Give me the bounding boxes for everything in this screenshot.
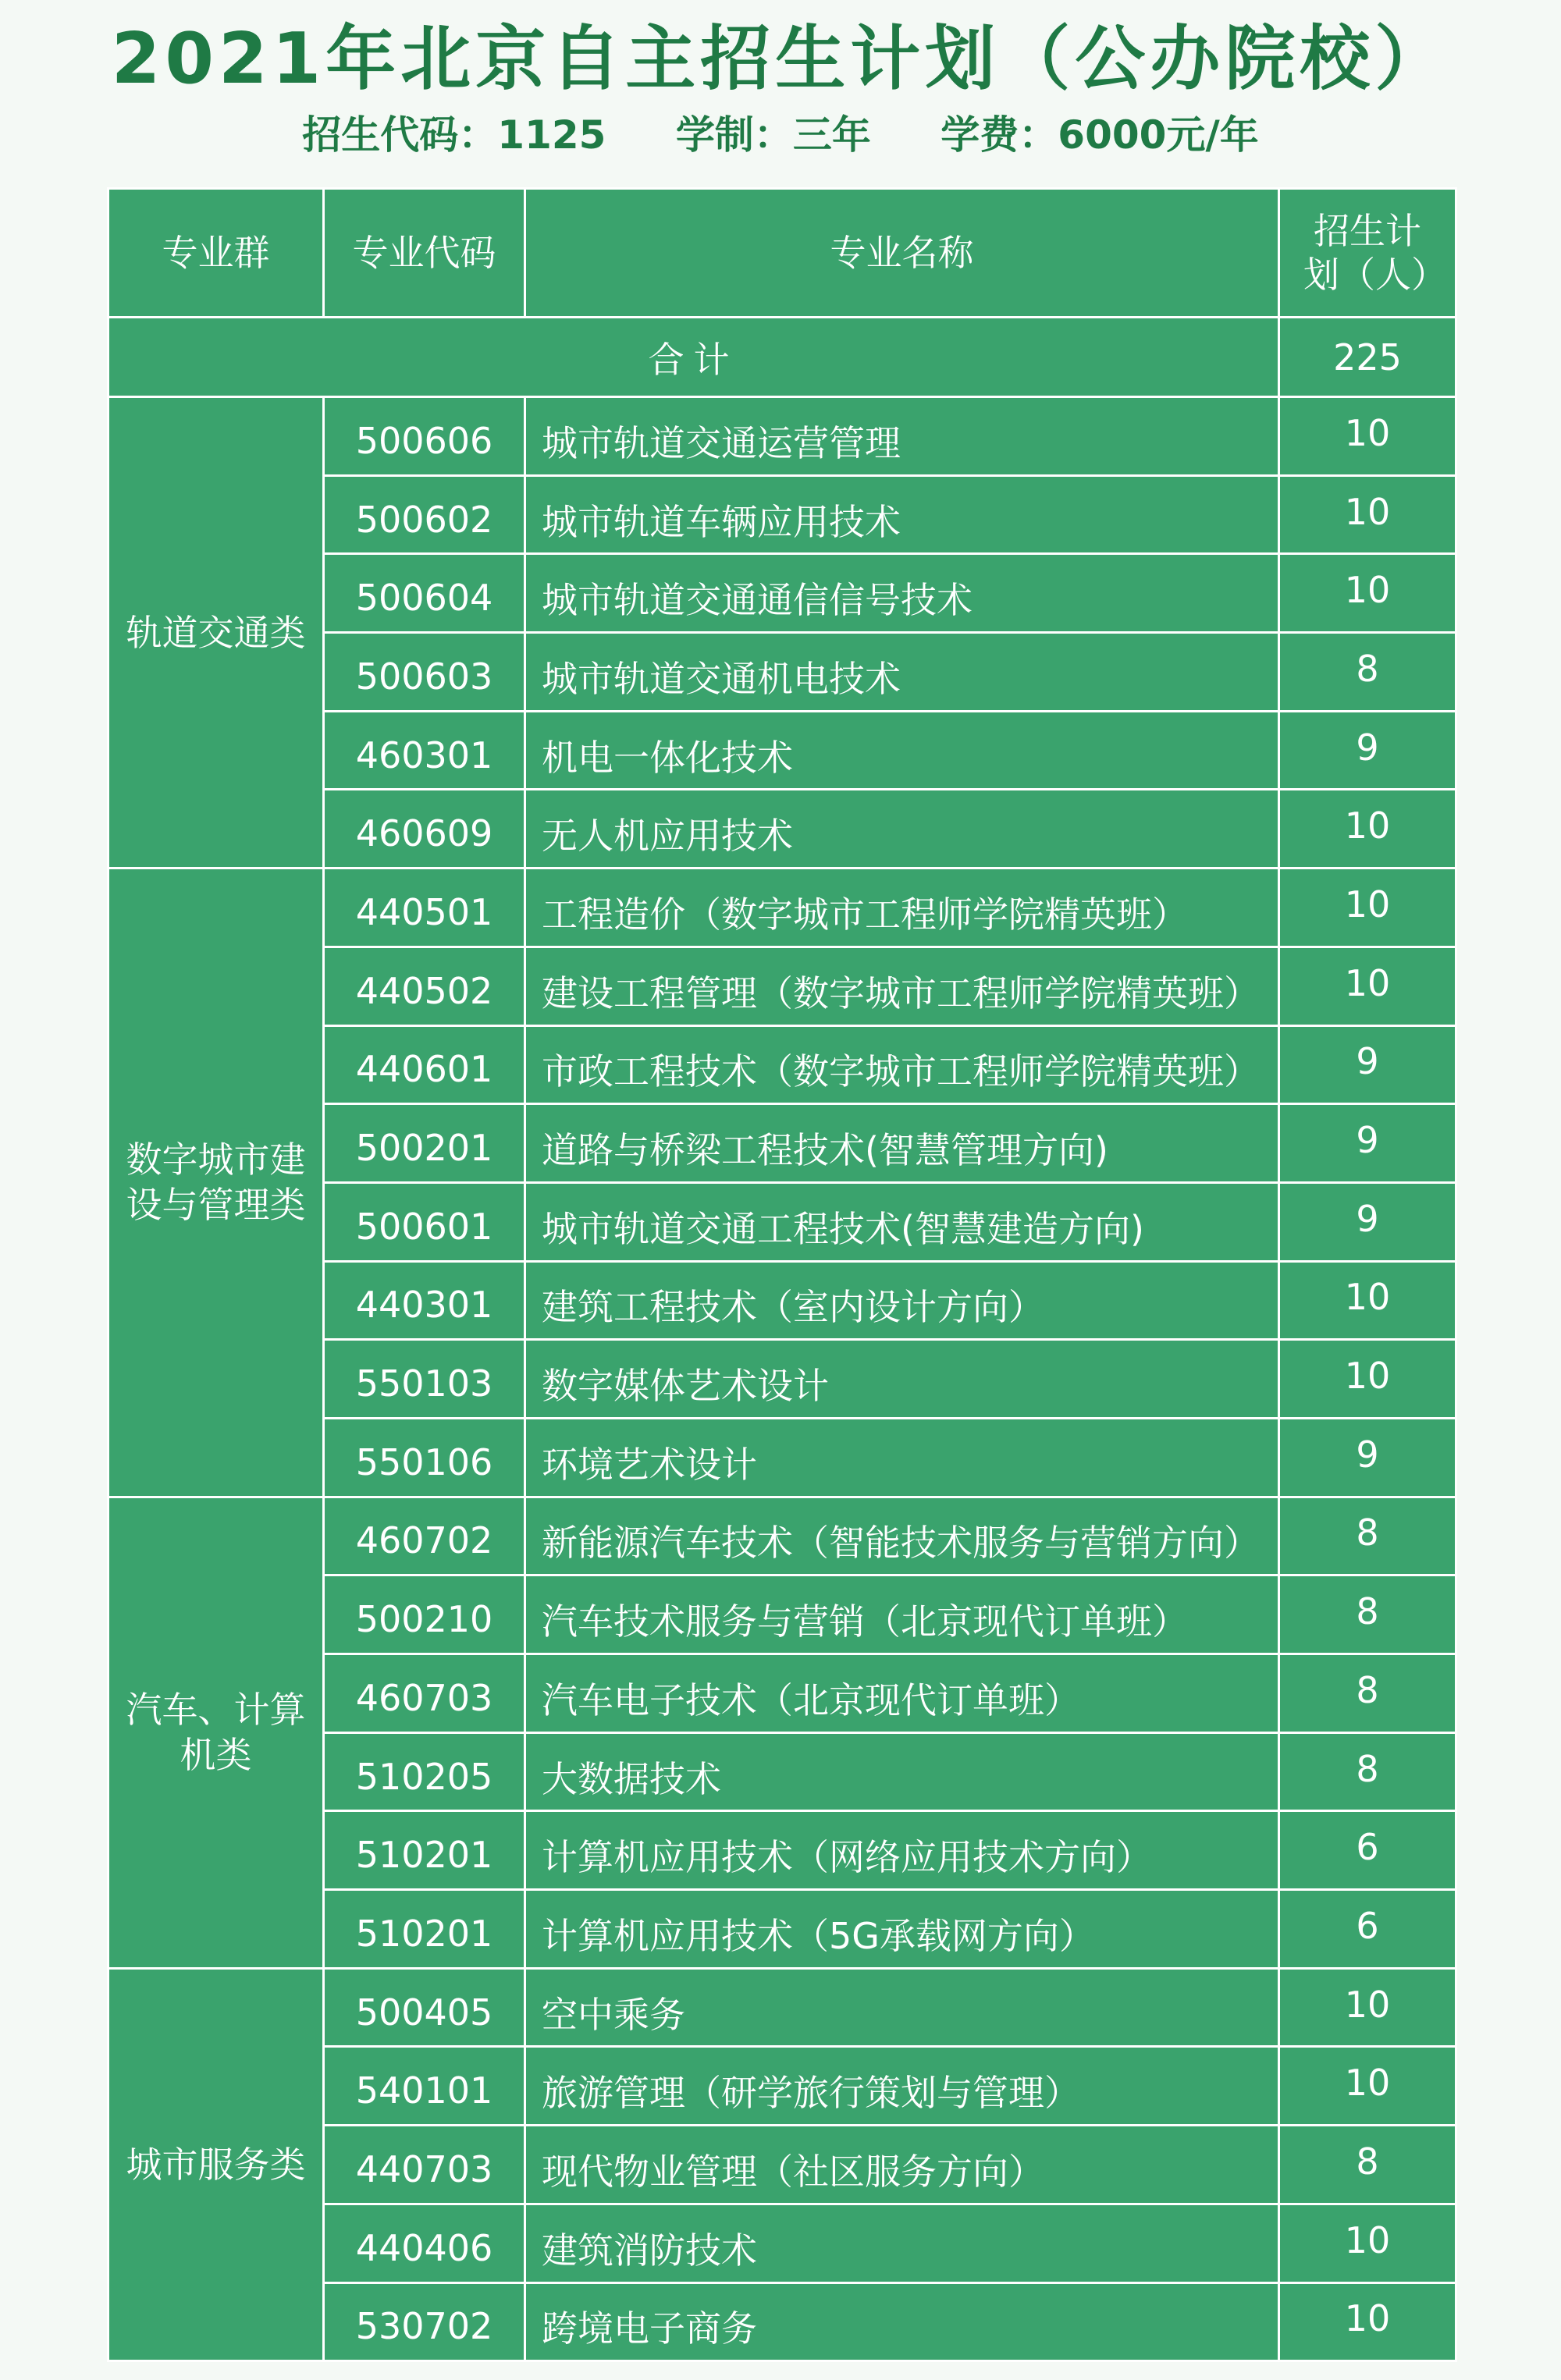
header-name: 专业名称 (525, 189, 1279, 318)
header-group: 专业群 (108, 189, 324, 318)
code-cell: 550106 (324, 1418, 525, 1497)
code-cell: 500201 (324, 1104, 525, 1183)
name-cell: 工程造价（数字城市工程师学院精英班） (525, 869, 1279, 947)
code-cell: 460703 (324, 1654, 525, 1733)
table-row (108, 869, 1456, 947)
code-cell: 440301 (324, 1261, 525, 1340)
code-cell: 460702 (324, 1497, 525, 1575)
plan-cell: 8 (1279, 633, 1456, 712)
code-cell: 550103 (324, 1340, 525, 1419)
plan-cell: 9 (1279, 1182, 1456, 1261)
page-title: 2021年北京自主招生计划（公办院校） (111, 18, 1450, 100)
plan-cell: 10 (1279, 1261, 1456, 1340)
table-row (108, 1968, 1456, 2047)
name-cell: 新能源汽车技术（智能技术服务与营销方向） (525, 1497, 1279, 1575)
plan-cell: 10 (1279, 790, 1456, 869)
code-cell: 500210 (324, 1575, 525, 1654)
name-cell: 机电一体化技术 (525, 711, 1279, 790)
name-cell: 无人机应用技术 (525, 790, 1279, 869)
group-cell: 数字城市建设与管理类 (108, 869, 324, 1497)
tuition-fee: 学费：6000元/年 (941, 112, 1259, 158)
total-value: 225 (1279, 318, 1456, 397)
code-cell: 500606 (324, 397, 525, 476)
plan-cell: 10 (1279, 947, 1456, 1025)
code-cell: 510201 (324, 1890, 525, 1969)
table-row (108, 397, 1456, 476)
study-length: 学制：三年 (675, 112, 871, 158)
table-header-row (108, 189, 1456, 318)
code-cell: 530702 (324, 2282, 525, 2361)
plan-cell: 6 (1279, 1811, 1456, 1890)
plan-cell: 10 (1279, 475, 1456, 554)
table-body (108, 318, 1456, 2361)
code-cell: 440601 (324, 1025, 525, 1104)
code-cell: 440501 (324, 869, 525, 947)
plan-cell: 10 (1279, 397, 1456, 476)
name-cell: 计算机应用技术（网络应用技术方向） (525, 1811, 1279, 1890)
code-cell: 460301 (324, 711, 525, 790)
plan-cell: 10 (1279, 2282, 1456, 2361)
plan-cell: 6 (1279, 1890, 1456, 1969)
group-cell: 轨道交通类 (108, 397, 324, 869)
name-cell: 城市轨道交通工程技术(智慧建造方向) (525, 1182, 1279, 1261)
name-cell: 计算机应用技术（5G承载网方向） (525, 1890, 1279, 1969)
name-cell: 大数据技术 (525, 1732, 1279, 1811)
name-cell: 市政工程技术（数字城市工程师学院精英班） (525, 1025, 1279, 1104)
code-cell: 500603 (324, 633, 525, 712)
header-plan: 招生计划（人） (1279, 189, 1456, 318)
code-cell: 500604 (324, 554, 525, 633)
plan-cell: 8 (1279, 1654, 1456, 1733)
plan-cell: 8 (1279, 2126, 1456, 2204)
name-cell: 跨境电子商务 (525, 2282, 1279, 2361)
plan-cell: 9 (1279, 1025, 1456, 1104)
code-cell: 500405 (324, 1968, 525, 2047)
plan-cell: 8 (1279, 1497, 1456, 1575)
code-cell: 510201 (324, 1811, 525, 1890)
name-cell: 道路与桥梁工程技术(智慧管理方向) (525, 1104, 1279, 1183)
name-cell: 空中乘务 (525, 1968, 1279, 2047)
total-label: 合计 (108, 318, 1279, 397)
name-cell: 城市轨道车辆应用技术 (525, 475, 1279, 554)
code-cell: 500602 (324, 475, 525, 554)
name-cell: 城市轨道交通通信信号技术 (525, 554, 1279, 633)
name-cell: 现代物业管理（社区服务方向） (525, 2126, 1279, 2204)
plan-cell: 10 (1279, 554, 1456, 633)
code-cell: 510205 (324, 1732, 525, 1811)
total-row (108, 318, 1456, 397)
name-cell: 环境艺术设计 (525, 1418, 1279, 1497)
code-cell: 440406 (324, 2204, 525, 2282)
name-cell: 数字媒体艺术设计 (525, 1340, 1279, 1419)
plan-cell: 10 (1279, 1968, 1456, 2047)
group-cell: 城市服务类 (108, 1968, 324, 2360)
name-cell: 城市轨道交通运营管理 (525, 397, 1279, 476)
header-code: 专业代码 (324, 189, 525, 318)
name-cell: 建筑工程技术（室内设计方向） (525, 1261, 1279, 1340)
code-cell: 540101 (324, 2047, 525, 2126)
plan-cell: 10 (1279, 2047, 1456, 2126)
name-cell: 建设工程管理（数字城市工程师学院精英班） (525, 947, 1279, 1025)
plan-cell: 8 (1279, 1732, 1456, 1811)
name-cell: 旅游管理（研学旅行策划与管理） (525, 2047, 1279, 2126)
name-cell: 汽车技术服务与营销（北京现代订单班） (525, 1575, 1279, 1654)
plan-cell: 9 (1279, 1104, 1456, 1183)
plan-cell: 9 (1279, 1418, 1456, 1497)
plan-cell: 10 (1279, 1340, 1456, 1419)
enrollment-table (107, 187, 1457, 2362)
name-cell: 城市轨道交通机电技术 (525, 633, 1279, 712)
enrollment-code: 招生代码：1125 (302, 112, 606, 158)
plan-cell: 10 (1279, 869, 1456, 947)
plan-cell: 10 (1279, 2204, 1456, 2282)
name-cell: 建筑消防技术 (525, 2204, 1279, 2282)
table-row (108, 1497, 1456, 1575)
code-cell: 460609 (324, 790, 525, 869)
code-cell: 440502 (324, 947, 525, 1025)
name-cell: 汽车电子技术（北京现代订单班） (525, 1654, 1279, 1733)
subtitle (0, 108, 1561, 162)
group-cell: 汽车、计算机类 (108, 1497, 324, 1968)
code-cell: 440703 (324, 2126, 525, 2204)
plan-cell: 9 (1279, 711, 1456, 790)
code-cell: 500601 (324, 1182, 525, 1261)
plan-cell: 8 (1279, 1575, 1456, 1654)
